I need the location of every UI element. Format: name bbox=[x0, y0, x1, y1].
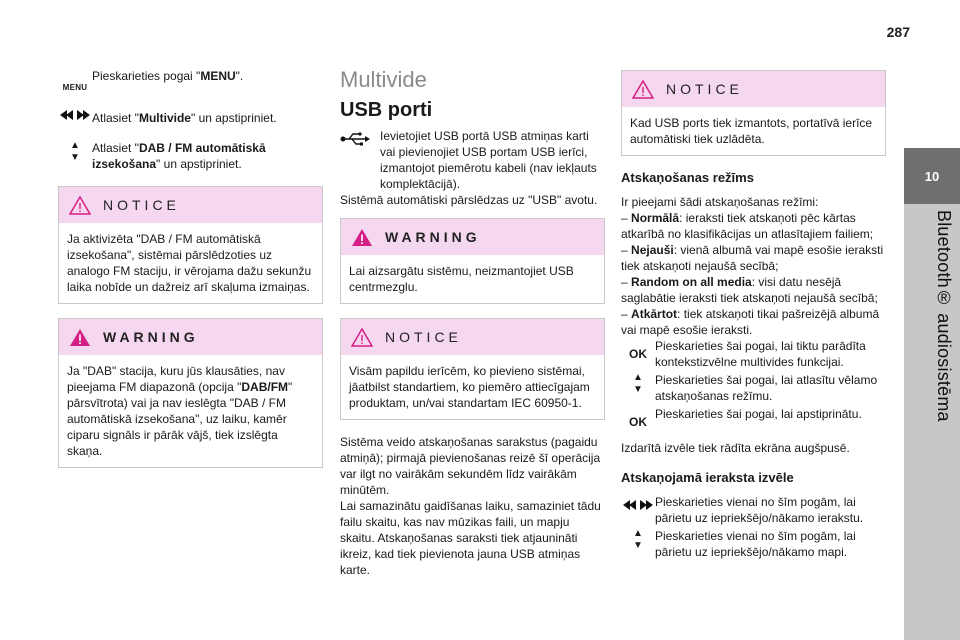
modes-intro: Ir pieejami šādi atskaņošanas režīmi: bbox=[621, 195, 819, 209]
column-2 bbox=[340, 68, 605, 588]
step-ok-confirm bbox=[621, 406, 886, 430]
column-1 bbox=[58, 68, 323, 482]
step-folder bbox=[621, 528, 886, 560]
warning-box bbox=[58, 318, 323, 468]
usb-text-2: Sistēmā automātiski pārslēdzas uz "USB" avotu. bbox=[340, 193, 598, 207]
warning-title: WARNING bbox=[103, 329, 199, 345]
chapter-tab bbox=[904, 148, 960, 640]
step-text: Atlasiet "DAB / FM automātiskā izsekošana" un apstipriniet. bbox=[92, 141, 266, 171]
notice-title: NOTICE bbox=[385, 329, 462, 345]
notice-body: Ja aktivizēta "DAB / FM automātiskā izsekošana", sistēmai pārslēdzoties uz analogo FM staciju, ir vērojama dažu sekunžu laika nobīde un dažreiz arī skaļuma izmaiņas. bbox=[67, 232, 312, 294]
warning-header bbox=[341, 219, 604, 255]
warning-triangle-outline-icon bbox=[632, 80, 654, 99]
paragraph: Lai samazinātu gaidīšanas laiku, samaziniet tādu failu skaitu, kas nav mūzikas faili, un mapju skaitu. Atskaņošanas saraksti tiek atjaunināti ikreiz, kad tiek pievienota jauna USB atmiņas karte. bbox=[340, 499, 601, 577]
mode-item: – Nejauši: vienā albumā vai mapē esošie ieraksti tiek atskaņoti nejaušā secībā; bbox=[621, 243, 884, 273]
warning-triangle-icon bbox=[351, 228, 373, 247]
column-3 bbox=[621, 70, 886, 574]
step-menu bbox=[58, 68, 323, 96]
mode-item: – Atkārtot: tiek atskaņoti tikai pašreizējā albumā vai mapē esošie ieraksti. bbox=[621, 307, 880, 337]
usb-icon bbox=[340, 128, 380, 150]
usb-text: Ievietojiet USB portā USB atmiņas karti vai pievienojiet USB portam USB ierīci, izmantojot piemērotu kabeli (nav iekļauts komplektācijā). bbox=[380, 129, 597, 191]
notice-header bbox=[341, 319, 604, 355]
step-text: Pieskarieties šai pogai, lai tiktu parādīta kontekstizvēlne multivides funkcijai. bbox=[655, 339, 866, 369]
seek-arrows-icon bbox=[621, 494, 655, 510]
paragraph: Izdarītā izvēle tiek rādīta ekrāna augšpusē. bbox=[621, 441, 850, 455]
track-selection-heading: Atskaņojamā ieraksta izvēle bbox=[621, 470, 794, 485]
up-down-arrows-icon: ▲ ▼ bbox=[633, 372, 643, 395]
step-dab-fm bbox=[58, 140, 323, 172]
mode-item: – Random on all media: visi datu nesējā saglabātie ieraksti tiek atskaņoti nejaušā secībā; bbox=[621, 275, 878, 305]
chapter-number: 10 bbox=[904, 148, 960, 204]
step-text: Pieskarieties šai pogai, lai atlasītu vēlamo atskaņošanas režīmu. bbox=[655, 373, 878, 403]
notice-box bbox=[58, 186, 323, 304]
notice-title: NOTICE bbox=[666, 81, 743, 97]
paragraph: Sistēma veido atskaņošanas sarakstus (pagaidu atmiņā); pirmajā pievienošanas reizē šī operācija var ilgt no vairākām sekundēm līdz vairākām minūtēm. bbox=[340, 435, 601, 497]
playback-mode-heading: Atskaņošanas režīms bbox=[621, 170, 754, 185]
step-select-mode bbox=[621, 372, 886, 404]
up-down-arrows-icon: ▲ ▼ bbox=[70, 140, 80, 163]
step-text: Pieskarieties vienai no šīm pogām, lai pārietu uz iepriekšējo/nākamo mapi. bbox=[655, 529, 856, 559]
ok-icon: OK bbox=[629, 347, 647, 361]
section-title: Multivide bbox=[340, 67, 427, 92]
step-ok-context bbox=[621, 338, 886, 370]
step-multimedia bbox=[58, 110, 323, 126]
step-text: Pieskarieties pogai "MENU". bbox=[92, 69, 244, 83]
chapter-title: Bluetooth® audiosistēma bbox=[934, 210, 954, 422]
notice-header bbox=[59, 187, 322, 223]
warning-header bbox=[59, 319, 322, 355]
notice-box bbox=[621, 70, 886, 156]
step-text: Pieskarieties šai pogai, lai apstiprinātu. bbox=[655, 407, 862, 421]
notice-body: Kad USB ports tiek izmantots, portatīvā ierīce automātiski tiek uzlādēta. bbox=[630, 116, 873, 146]
step-text: Pieskarieties vienai no šīm pogām, lai pārietu uz iepriekšējo/nākamo ierakstu. bbox=[655, 495, 864, 525]
notice-body: Visām papildu ierīcēm, ko pievieno sistēmai, jāatbilst standartiem, ko piemēro attiecīgajam produktam, un/vai standartam IEC 60950-1. bbox=[349, 364, 590, 410]
menu-icon: MENU bbox=[62, 83, 88, 92]
warning-box bbox=[340, 218, 605, 304]
notice-box bbox=[340, 318, 605, 420]
subsection-title: USB porti bbox=[340, 99, 433, 121]
warning-body: Lai aizsargātu sistēmu, neizmantojiet USB centrmezglu. bbox=[349, 264, 574, 294]
warning-triangle-icon bbox=[69, 328, 91, 347]
warning-title: WARNING bbox=[385, 229, 481, 245]
notice-title: NOTICE bbox=[103, 197, 180, 213]
mode-item: – Normālā: ieraksti tiek atskaņoti pēc kārtas atkarībā no klasifikācijas un atlasītajiem failiem; bbox=[621, 211, 874, 241]
up-down-arrows-icon: ▲ ▼ bbox=[633, 528, 643, 551]
notice-header bbox=[622, 71, 885, 107]
warning-body: Ja "DAB" stacija, kuru jūs klausāties, nav pieejama FM diapazonā (opcija "DAB/FM" pārsvītrota) vai ja nav ieslēgta "DAB / FM automātiskā izsekošana", uz laiku, kamēr ciparu signāls ir pārāk vājš, tiek izslēgta skaņa. bbox=[67, 364, 293, 458]
step-seek-track bbox=[621, 494, 886, 526]
warning-triangle-outline-icon bbox=[69, 196, 91, 215]
usb-intro bbox=[340, 128, 605, 192]
seek-arrows-icon bbox=[58, 110, 92, 120]
page-number: 287 bbox=[886, 24, 910, 40]
step-text: Atlasiet "Multivide" un apstipriniet. bbox=[92, 111, 277, 125]
ok-icon: OK bbox=[629, 415, 647, 429]
warning-triangle-outline-icon bbox=[351, 328, 373, 347]
